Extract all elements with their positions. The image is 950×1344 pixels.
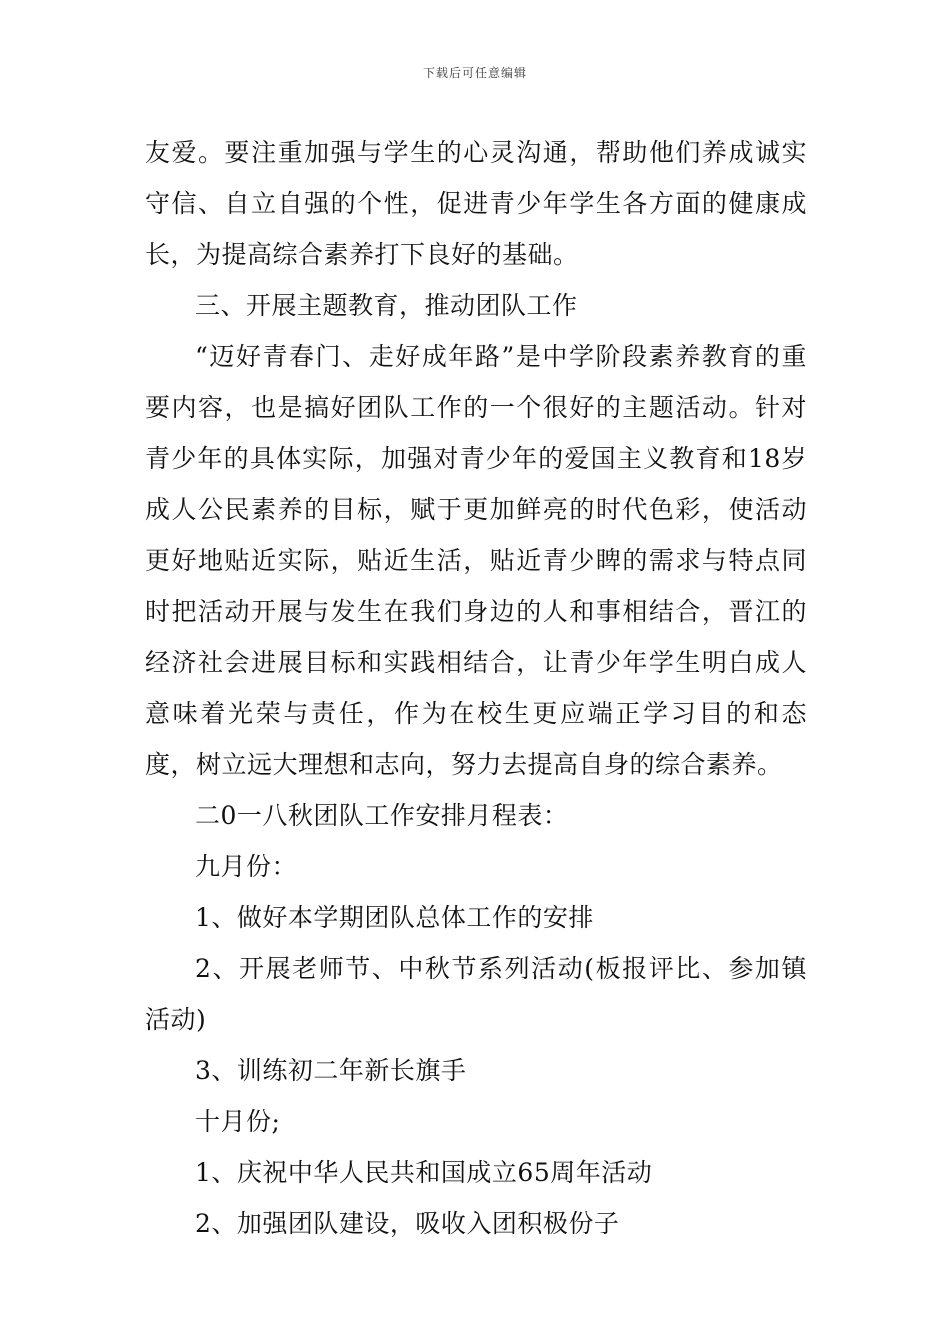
month-heading: 十月份; — [195, 1107, 281, 1136]
paragraph: 友爱。要注重加强与学生的心灵沟通，帮助他们养成诚实守信、自立自强的个性，促进青少年学生各方面的健康成长，为提高综合素养打下良好的基础。 — [145, 138, 807, 269]
section-heading: 三、开展主题教育，推动团队工作 — [195, 291, 578, 320]
list-item: 2、加强团队建设，吸收入团积极份子 — [195, 1209, 620, 1238]
paragraph: “迈好青春门、走好成年路”是中学阶段素养教育的重要内容，也是搞好团队工作的一个很好的主题活动。针对青少年的具体实际，加强对青少年的爱国主义教育和18岁成人公民素养的目标，赋于更加鲜亮的时代色彩，使活动更好地贴近实际，贴近生活，贴近青少睥的需求与特点同时把活动开展与发生在我们身边的人和事相结合，晋江的经济社会进展目标和实践相结合，让青少年学生明白成人意味着光荣与责任，作为在校生更应端正学习目的和态度，树立远大理想和志向，努力去提高自身的综合素养。 — [145, 342, 807, 779]
list-item: 1、庆祝中华人民共和国成立65周年活动 — [195, 1158, 653, 1187]
schedule-title: 二0一八秋团队工作安排月程表： — [195, 801, 569, 830]
list-item: 3、训练初二年新长旗手 — [195, 1056, 467, 1085]
page-header: 下载后可任意编辑 — [422, 66, 527, 80]
list-item: 1、做好本学期团队总体工作的安排 — [195, 903, 594, 932]
list-item: 2、开展老师节、中秋节系列活动(板报评比、参加镇活动) — [145, 954, 807, 1034]
document-body — [145, 127, 807, 1249]
month-heading: 九月份： — [195, 852, 298, 881]
